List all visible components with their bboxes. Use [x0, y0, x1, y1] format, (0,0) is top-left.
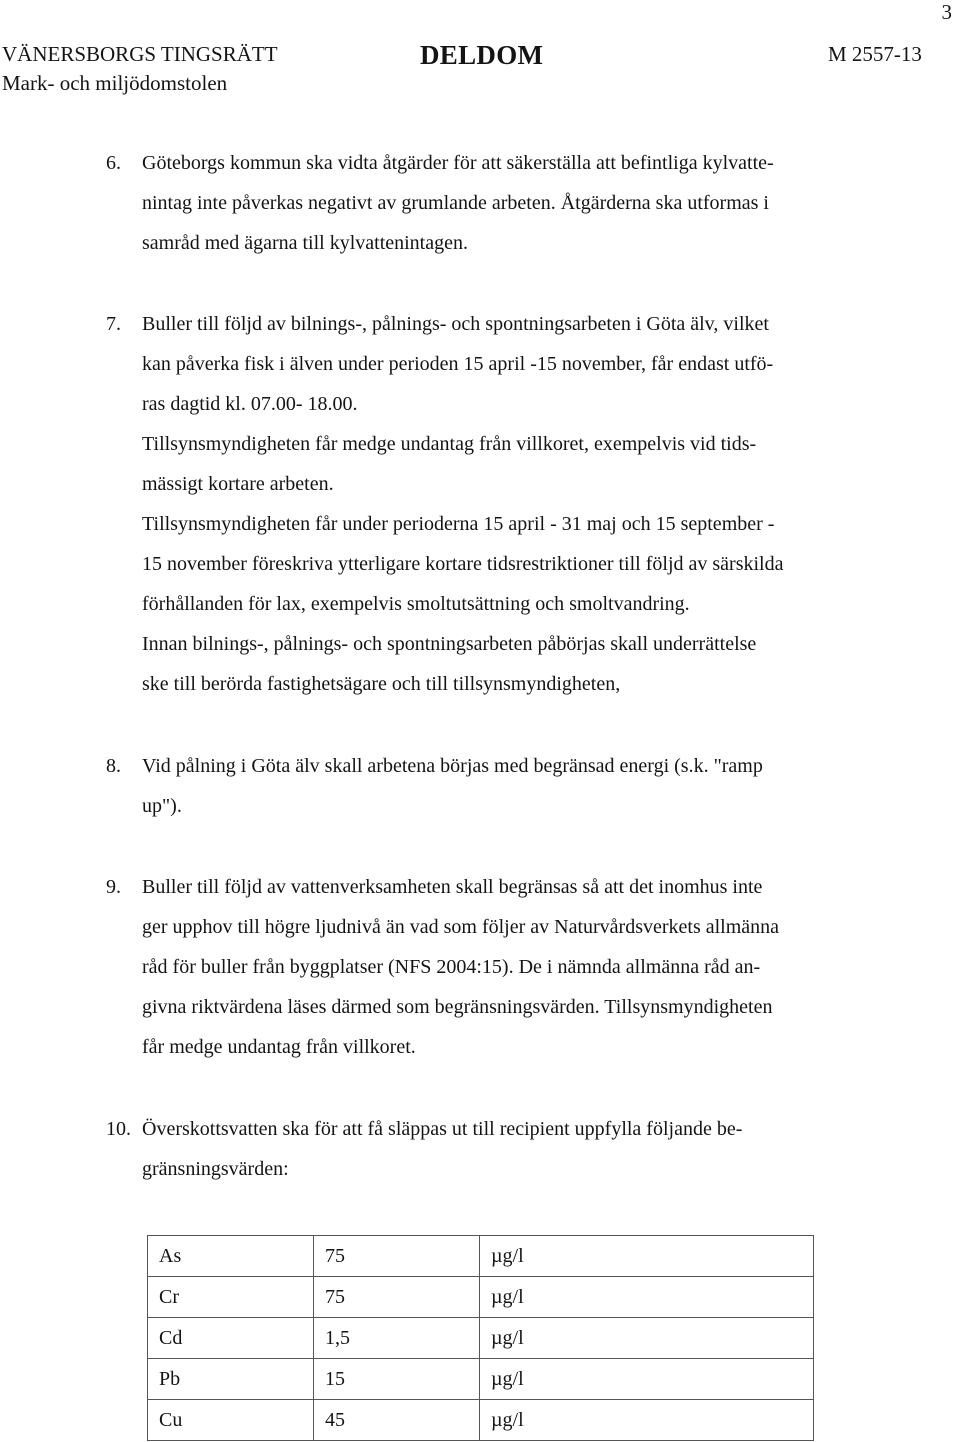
value-cell: 15 — [314, 1359, 480, 1400]
condition-item — [106, 867, 896, 1067]
item-paragraph: Buller till följd av bilnings-, pålnings- och spontningsarbeten i Göta älv, vilket kan påverka fisk i älven under perioden 15 april -15 november, får endast utfö- ras dagtid kl. 07.00- 18.00. — [142, 313, 774, 415]
item-paragraph: Tillsynsmyndigheten får under perioderna 15 april - 31 maj och 15 september - 15 november föreskriva ytterligare kortare tidsrestriktioner till följd av särskilda förhållanden för lax, exempelvis smoltutsättning och smoltvandring. — [142, 513, 784, 615]
item-body — [142, 746, 896, 826]
court-name: VÄNERSBORGS TINGSRÄTT — [2, 42, 278, 66]
condition-item — [106, 304, 896, 704]
unit-cell: µg/l — [480, 1318, 814, 1359]
item-body — [142, 1109, 896, 1189]
item-number: 7. — [106, 313, 121, 335]
element-cell: As — [148, 1236, 314, 1277]
element-cell: Pb — [148, 1359, 314, 1400]
item-paragraph: Göteborgs kommun ska vidta åtgärder för att säkerställa att befintliga kylvatte- nintag inte påverkas negativt av grumlande arbeten. Åtgärderna ska utformas i samråd med ägarna till kylvattenintagen. — [142, 152, 774, 254]
limit-values-table — [147, 1235, 814, 1441]
unit-cell: µg/l — [480, 1359, 814, 1400]
document-header-left — [2, 40, 278, 98]
table-row — [148, 1359, 814, 1400]
court-division: Mark- och miljödomstolen — [2, 71, 228, 95]
item-number: 10. — [106, 1118, 131, 1140]
document-type: DELDOM — [420, 40, 544, 70]
case-number: M 2557-13 — [828, 42, 922, 66]
table-row — [148, 1400, 814, 1441]
unit-cell: µg/l — [480, 1400, 814, 1441]
unit-cell: µg/l — [480, 1277, 814, 1318]
item-number: 8. — [106, 755, 121, 777]
value-cell: 75 — [314, 1236, 480, 1277]
item-paragraph: Överskottsvatten ska för att få släppas ut till recipient uppfylla följande be- gränsningsvärden: — [142, 1118, 743, 1180]
unit-cell: µg/l — [480, 1236, 814, 1277]
table-row — [148, 1318, 814, 1359]
table-row — [148, 1236, 814, 1277]
item-paragraph: Buller till följd av vattenverksamheten skall begränsas så att det inomhus inte ger upphov till högre ljudnivå än vad som följer av Naturvårdsverkets allmänna råd för buller från byggplatser (NFS 2004:15). De i nämnda allmänna råd an- givna riktvärdena läses därmed som begränsningsvärden. Tillsynsmyndigheten får medge undantag från villkoret. — [142, 876, 780, 1058]
value-cell: 45 — [314, 1400, 480, 1441]
table-row — [148, 1277, 814, 1318]
element-cell: Cr — [148, 1277, 314, 1318]
condition-item — [106, 1109, 896, 1189]
condition-item — [106, 746, 896, 826]
item-paragraph: Innan bilnings-, pålnings- och spontningsarbeten påbörjas skall underrättelse ske till berörda fastighetsägare och till tillsynsmyndigheten, — [142, 633, 757, 695]
item-body — [142, 304, 896, 704]
item-number: 9. — [106, 876, 121, 898]
item-body — [142, 867, 896, 1067]
element-cell: Cd — [148, 1318, 314, 1359]
item-paragraph: Vid pålning i Göta älv skall arbetena börjas med begränsad energi (s.k. "ramp up"). — [142, 755, 763, 817]
item-body — [142, 143, 896, 263]
page-number: 3 — [941, 0, 952, 24]
value-cell: 75 — [314, 1277, 480, 1318]
condition-item — [106, 143, 896, 263]
value-cell: 1,5 — [314, 1318, 480, 1359]
item-paragraph: Tillsynsmyndigheten får medge undantag från villkoret, exempelvis vid tids- mässigt kortare arbeten. — [142, 433, 757, 495]
item-number: 6. — [106, 152, 121, 174]
element-cell: Cu — [148, 1400, 314, 1441]
